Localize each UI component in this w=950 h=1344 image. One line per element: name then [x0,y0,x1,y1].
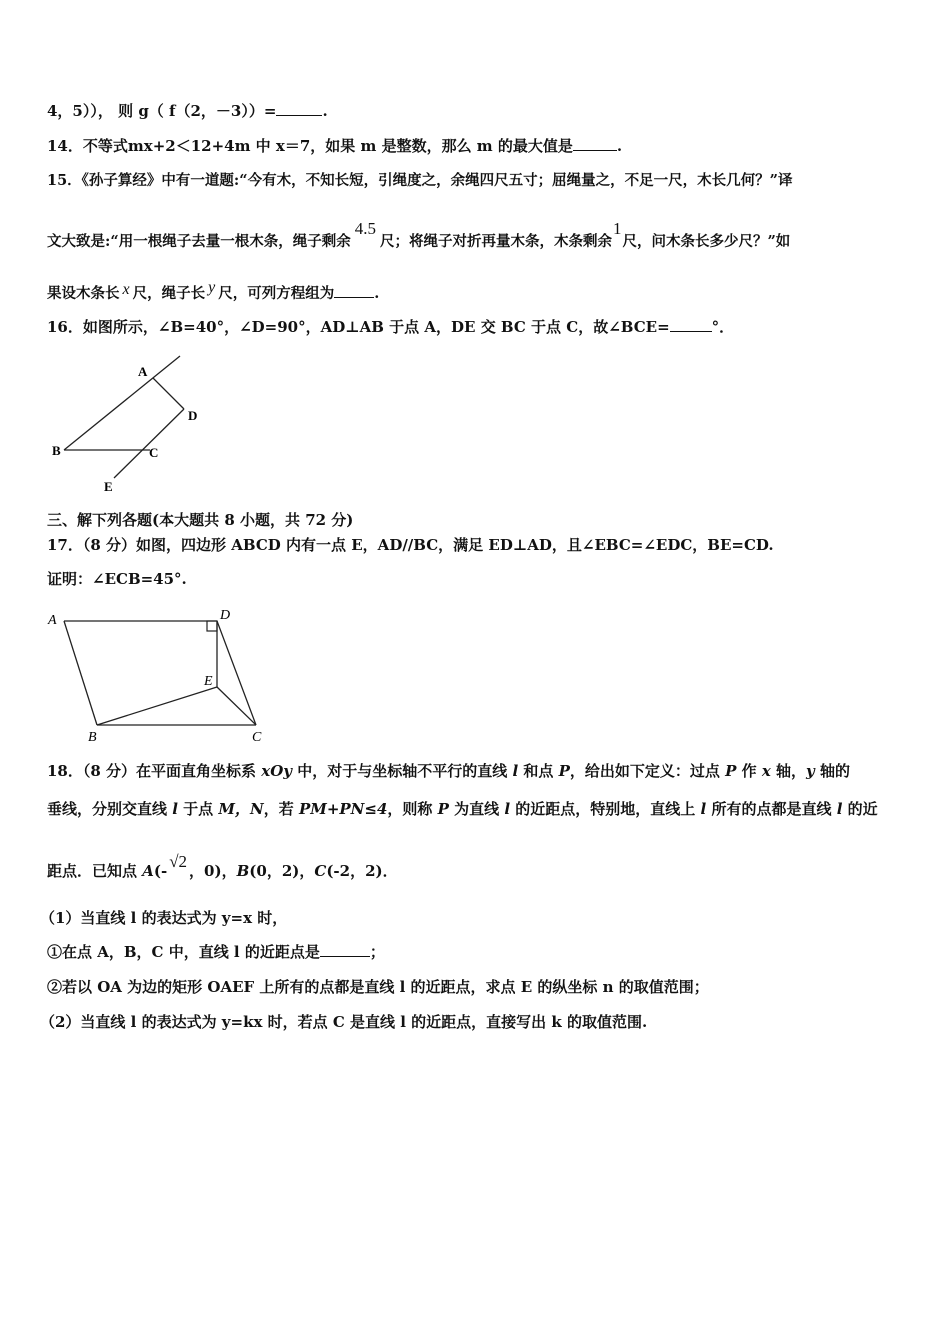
q15-text-3c: 尺，可列方程组为 [218,285,335,302]
q18-text-3d: (0，2)， [249,862,315,880]
q18-text-3e: (-2，2)． [326,862,398,880]
q18-p-2: P [725,762,737,780]
q17-edge-dc [217,621,256,725]
q18-text-2c: ，若 [263,800,299,818]
q17-segment-ec [217,687,256,725]
q17-figure [40,600,280,750]
q14-text: 14．不等式mx+2＜12+4m 中 x＝7，如果 m 是整数，那么 m 的最大值是 [47,137,573,155]
q18-part1-i: ①在点 A，B，C 中，直线 l 的近距点是 [47,943,320,961]
q16-line-ad-extended [64,356,180,450]
q18-xoy: xOy [261,762,292,780]
q18-line-3 [47,852,910,881]
q16-label-d: D [188,408,198,423]
q16-answer-blank [670,317,712,332]
q16-line-ad [153,378,184,409]
q14-line [47,136,910,156]
q18-text-2b: 于点 [177,800,219,818]
q17-segment-be [97,687,217,725]
q17-text-2: 证明：∠ECB=45°. [47,570,187,588]
q18-sqrt2: √2 [169,852,188,871]
q18-l-4: l [700,800,707,818]
q18-text-1d: ，给出如下定义：过点 [569,762,726,780]
q14-answer-blank [573,136,617,151]
q18-part1-i-line [47,942,910,962]
q18-l-2: l [172,800,178,818]
q17-edge-ab [64,621,97,725]
q18-part2: （2）当直线 l 的表达式为 y=kx 时，若点 C 是直线 l 的近距点，直接写出 k 的取值范围. [40,1013,648,1031]
q18-text-3b: (- [153,862,168,880]
q17-line-2 [47,569,910,589]
q15-var-y: y [208,279,216,296]
q18-condition: PM+PN≤4 [298,800,388,818]
q13-tail-text: 4，5））， 则 g（ f（2，－3））= [47,102,277,120]
q15-line-3 [47,279,910,304]
q18-text-2d: ，则称 [387,800,438,818]
q14-end: . [616,137,623,155]
q15-value-1: 1 [612,219,622,238]
q18-part1-ii: ②若以 OA 为边的矩形 OAEF 上所有的点都是直线 l 的近距点，求点 E 的纵坐标 n 的取值范围； [47,978,709,996]
q18-part1-ii-line [47,977,910,997]
q18-text-2e: 为直线 [448,800,505,818]
q17-label-a: A [48,613,57,628]
q17-label-b: B [88,730,97,745]
q17-label-e: E [204,674,213,689]
q17-right-angle-mark [207,621,217,631]
q15-line-2 [47,219,910,252]
q18-text-2f: 的近距点，特别地，直线上 [510,800,701,818]
q15-end: . [374,285,380,302]
q18-part2-line [40,1012,910,1032]
q18-part1-i-end: ； [369,943,385,961]
q17-label-d: D [220,608,231,623]
q18-mn: M，N [218,800,264,818]
q15-text-3a: 果设木条长 [47,285,120,302]
q18-point-c: C [314,862,327,880]
q18-l-1: l [512,762,519,780]
q18-text-3c: ，0)， [189,862,237,880]
q18-text-1c: 和点 [518,762,559,780]
q18-p-3: P [437,800,449,818]
q18-line-1 [47,761,910,781]
q15-line-1 [47,171,910,191]
q15-text-2a: 文大致是:“用一根绳子去量一根木条，绳子剩余 [47,233,351,250]
q18-text-2a: 垂线，分别交直线 [47,800,173,818]
q15-text-2c: 尺，问木条长多少尺？”如 [622,233,791,250]
q16-label-e: E [104,479,113,494]
q16-text: 16．如图所示，∠B=40°，∠D=90°，AD⊥AB 于点 A，DE 交 BC 于点 C，故∠BCE= [47,318,670,336]
q18-y-axis: y [806,762,815,780]
q13-tail-line [47,101,910,121]
q17-text-1: 17．（8 分）如图，四边形 ABCD 内有一点 E，AD//BC，满足 ED⊥AD，且∠EBC=∠EDC，BE=CD. [47,536,774,554]
q15-var-x: x [122,281,130,298]
q18-point-b: B [236,862,250,880]
q18-part1: （1）当直线 l 的表达式为 y=x 时， [40,909,288,927]
q13-end: . [322,102,328,120]
q18-text-2g: 所有的点都是直线 [706,800,837,818]
q18-line-2 [47,799,910,819]
q15-answer-blank [334,283,374,298]
q15-text-1: 15．《孙子算经》中有一道题:“今有木，不知长短，引绳度之，余绳四尺五寸；屈绳量之，不足一尺，木长几何？”译 [47,172,793,189]
q18-text-3a: 距点．已知点 [47,862,143,880]
q17-line-1 [47,535,910,555]
q17-label-c: C [252,730,262,745]
q13-answer-blank [276,101,322,116]
q18-p-1: P [558,762,570,780]
q18-x-axis: x [761,762,771,780]
q18-text-1a: 18．（8 分）在平面直角坐标系 [47,762,262,780]
q18-l-5: l [836,800,843,818]
q16-end: °． [711,318,735,336]
q16-label-c: C [149,445,159,460]
q16-label-a: A [138,364,148,379]
q15-value-4-5: 4.5 [354,219,376,238]
q18-text-1f: 轴， [770,762,807,780]
q16-label-b: B [52,443,61,458]
q16-figure [40,350,220,500]
q18-answer-blank [320,942,370,957]
q18-text-1b: 中，对于与坐标轴不平行的直线 [292,762,513,780]
q16-line [47,317,910,337]
q18-text-2h: 的近 [842,800,878,818]
q16-line-de [114,409,184,478]
section-3-title: 三、解下列各题(本大题共 8 小题，共 72 分) [47,511,354,529]
q15-text-2b: 尺；将绳子对折再量木条，木条剩余 [379,233,612,250]
q18-text-1e: 作 [736,762,762,780]
q15-text-3b: 尺，绳子长 [132,285,206,302]
q18-point-a: A [142,862,154,880]
q18-l-3: l [504,800,511,818]
q18-text-1g: 轴的 [814,762,850,780]
section-3-title-line [47,510,910,530]
q18-part1-line [40,908,910,928]
